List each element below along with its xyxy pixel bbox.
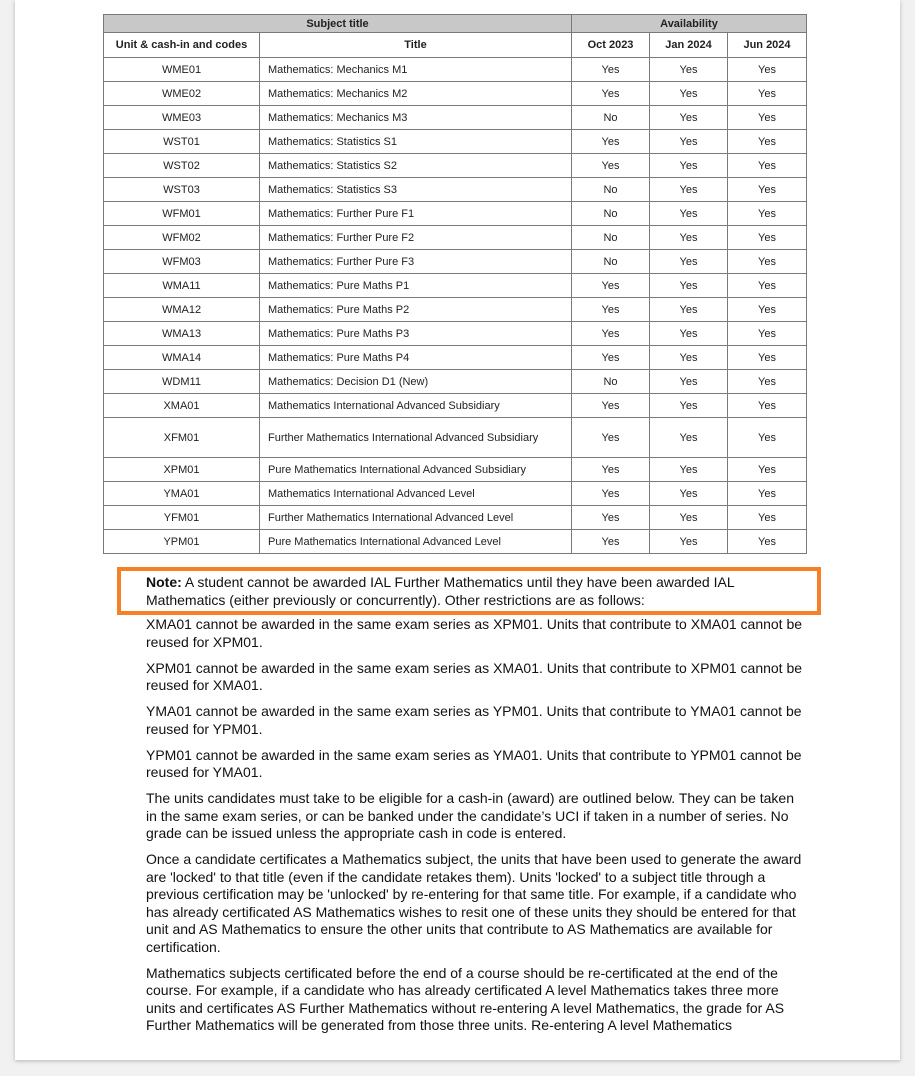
unit-title: Pure Mathematics International Advanced Subsidiary bbox=[260, 458, 572, 482]
unit-code: WST01 bbox=[104, 130, 260, 154]
oct-2023: Yes bbox=[572, 274, 650, 298]
paragraph: XMA01 cannot be awarded in the same exam series as XPM01. Units that contribute to XMA01 cannot be reused for XPM01. bbox=[146, 616, 803, 650]
unit-title: Mathematics: Statistics S3 bbox=[260, 178, 572, 202]
paragraph: YMA01 cannot be awarded in the same exam series as YPM01. Units that contribute to YMA01 cannot be reused for YPM01. bbox=[146, 703, 802, 737]
unit-code: WST02 bbox=[104, 154, 260, 178]
table-row bbox=[104, 82, 807, 106]
jan-2024: Yes bbox=[650, 370, 728, 394]
jan-2024: Yes bbox=[650, 226, 728, 250]
jan-2024: Yes bbox=[650, 346, 728, 370]
oct-2023: Yes bbox=[572, 482, 650, 506]
table-row bbox=[104, 298, 807, 322]
oct-2023: No bbox=[572, 178, 650, 202]
table-row bbox=[104, 506, 807, 530]
table-row bbox=[104, 530, 807, 554]
jan-2024: Yes bbox=[650, 178, 728, 202]
unit-title: Mathematics: Further Pure F2 bbox=[260, 226, 572, 250]
unit-code: WMA12 bbox=[104, 298, 260, 322]
jun-2024: Yes bbox=[728, 394, 807, 418]
oct-2023: Yes bbox=[572, 394, 650, 418]
jan-2024: Yes bbox=[650, 130, 728, 154]
unit-title: Mathematics: Statistics S1 bbox=[260, 130, 572, 154]
unit-title: Further Mathematics International Advanced Subsidiary bbox=[260, 418, 572, 458]
paragraph: Once a candidate certificates a Mathematics subject, the units that have been used to generate the award are 'locked' to that title (even if the candidate retakes them). Units 'locked' to a subject title through a previous certification may be 'unlocked' by re-entering for that same title. For example, if a candidate who has already certificated AS Mathematics wishes to resit one of these units they should be entered for that unit and AS Mathematics to ensure the other units that contribute to AS Mathematics are available for certification. bbox=[146, 851, 802, 955]
unit-code: WFM02 bbox=[104, 226, 260, 250]
table-row bbox=[104, 394, 807, 418]
oct-2023: Yes bbox=[572, 346, 650, 370]
unit-code: YPM01 bbox=[104, 530, 260, 554]
availability-table bbox=[103, 14, 807, 554]
jun-2024: Yes bbox=[728, 130, 807, 154]
unit-code: XPM01 bbox=[104, 458, 260, 482]
unit-title: Mathematics: Further Pure F3 bbox=[260, 250, 572, 274]
unit-title: Mathematics International Advanced Level bbox=[260, 482, 572, 506]
unit-title: Mathematics: Pure Maths P3 bbox=[260, 322, 572, 346]
oct-2023: Yes bbox=[572, 130, 650, 154]
note-label: Note: bbox=[146, 574, 182, 590]
oct-2023: Yes bbox=[572, 530, 650, 554]
unit-title: Mathematics: Statistics S2 bbox=[260, 154, 572, 178]
table-row bbox=[104, 58, 807, 82]
jun-2024: Yes bbox=[728, 506, 807, 530]
table-row bbox=[104, 154, 807, 178]
header-jan-2024: Jan 2024 bbox=[650, 33, 728, 58]
table-row bbox=[104, 482, 807, 506]
jan-2024: Yes bbox=[650, 482, 728, 506]
document-page bbox=[15, 0, 900, 1060]
unit-title: Mathematics: Mechanics M3 bbox=[260, 106, 572, 130]
jun-2024: Yes bbox=[728, 58, 807, 82]
table-row bbox=[104, 322, 807, 346]
unit-code: YFM01 bbox=[104, 506, 260, 530]
unit-code: WMA13 bbox=[104, 322, 260, 346]
body-text bbox=[146, 616, 806, 1043]
oct-2023: No bbox=[572, 370, 650, 394]
unit-code: WDM11 bbox=[104, 370, 260, 394]
table-row bbox=[104, 106, 807, 130]
jan-2024: Yes bbox=[650, 458, 728, 482]
oct-2023: Yes bbox=[572, 58, 650, 82]
jun-2024: Yes bbox=[728, 82, 807, 106]
unit-code: WMA14 bbox=[104, 346, 260, 370]
unit-title: Mathematics International Advanced Subsidiary bbox=[260, 394, 572, 418]
oct-2023: Yes bbox=[572, 82, 650, 106]
table-row bbox=[104, 346, 807, 370]
unit-code: WFM03 bbox=[104, 250, 260, 274]
table-row bbox=[104, 202, 807, 226]
jun-2024: Yes bbox=[728, 418, 807, 458]
jun-2024: Yes bbox=[728, 482, 807, 506]
table-row bbox=[104, 226, 807, 250]
unit-code: WME02 bbox=[104, 82, 260, 106]
jan-2024: Yes bbox=[650, 394, 728, 418]
unit-code: XMA01 bbox=[104, 394, 260, 418]
jan-2024: Yes bbox=[650, 322, 728, 346]
unit-title: Mathematics: Mechanics M2 bbox=[260, 82, 572, 106]
jan-2024: Yes bbox=[650, 298, 728, 322]
unit-code: WME01 bbox=[104, 58, 260, 82]
unit-title: Mathematics: Decision D1 (New) bbox=[260, 370, 572, 394]
unit-code: WST03 bbox=[104, 178, 260, 202]
unit-title: Further Mathematics International Advanced Level bbox=[260, 506, 572, 530]
jun-2024: Yes bbox=[728, 530, 807, 554]
jan-2024: Yes bbox=[650, 106, 728, 130]
jun-2024: Yes bbox=[728, 458, 807, 482]
jun-2024: Yes bbox=[728, 226, 807, 250]
oct-2023: Yes bbox=[572, 458, 650, 482]
table-row bbox=[104, 418, 807, 458]
jun-2024: Yes bbox=[728, 298, 807, 322]
jun-2024: Yes bbox=[728, 250, 807, 274]
header-code: Unit & cash-in and codes bbox=[104, 33, 260, 58]
unit-title: Mathematics: Pure Maths P2 bbox=[260, 298, 572, 322]
jan-2024: Yes bbox=[650, 58, 728, 82]
group-header-availability: Availability bbox=[572, 15, 807, 33]
jun-2024: Yes bbox=[728, 154, 807, 178]
jan-2024: Yes bbox=[650, 274, 728, 298]
jun-2024: Yes bbox=[728, 106, 807, 130]
jan-2024: Yes bbox=[650, 202, 728, 226]
unit-code: XFM01 bbox=[104, 418, 260, 458]
group-header-subject: Subject title bbox=[104, 15, 572, 33]
unit-code: WFM01 bbox=[104, 202, 260, 226]
table-row bbox=[104, 274, 807, 298]
unit-title: Mathematics: Mechanics M1 bbox=[260, 58, 572, 82]
unit-title: Mathematics: Pure Maths P1 bbox=[260, 274, 572, 298]
jun-2024: Yes bbox=[728, 202, 807, 226]
unit-title: Pure Mathematics International Advanced Level bbox=[260, 530, 572, 554]
paragraph: YPM01 cannot be awarded in the same exam series as YMA01. Units that contribute to YPM01 cannot be reused for YMA01. bbox=[146, 746, 802, 780]
oct-2023: No bbox=[572, 106, 650, 130]
unit-code: WMA11 bbox=[104, 274, 260, 298]
jun-2024: Yes bbox=[728, 274, 807, 298]
table-row bbox=[104, 250, 807, 274]
header-jun-2024: Jun 2024 bbox=[728, 33, 807, 58]
oct-2023: No bbox=[572, 202, 650, 226]
oct-2023: Yes bbox=[572, 506, 650, 530]
oct-2023: Yes bbox=[572, 322, 650, 346]
jun-2024: Yes bbox=[728, 322, 807, 346]
jun-2024: Yes bbox=[728, 346, 807, 370]
note-box bbox=[117, 567, 821, 615]
table-row bbox=[104, 370, 807, 394]
unit-code: YMA01 bbox=[104, 482, 260, 506]
header-title: Title bbox=[260, 33, 572, 58]
jun-2024: Yes bbox=[728, 178, 807, 202]
jun-2024: Yes bbox=[728, 370, 807, 394]
unit-title: Mathematics: Further Pure F1 bbox=[260, 202, 572, 226]
jan-2024: Yes bbox=[650, 418, 728, 458]
note-text: A student cannot be awarded IAL Further Mathematics until they have been awarded IAL Mathematics (either previously or concurrently). Other restrictions are as follows: bbox=[146, 574, 735, 608]
jan-2024: Yes bbox=[650, 82, 728, 106]
paragraph: Mathematics subjects certificated before the end of a course should be re-certificated at the end of the course. For example, if a candidate who has already certificated A level Mathematics takes three more units and certificates AS Further Mathematics without re-entering A level Mathematics, the grade for AS Further Mathematics will be generated from those three units. Re-entering A level Mathematics bbox=[146, 964, 785, 1033]
paragraph: XPM01 cannot be awarded in the same exam series as XMA01. Units that contribute to XPM01 cannot be reused for XMA01. bbox=[146, 659, 803, 693]
oct-2023: No bbox=[572, 250, 650, 274]
table-row bbox=[104, 178, 807, 202]
paragraph: The units candidates must take to be eligible for a cash-in (award) are outlined below. They can be taken in the same exam series, or can be banked under the candidate’s UCI if taken in a number of series. No grade can be issued unless the appropriate cash in code is entered. bbox=[146, 790, 795, 841]
table-row bbox=[104, 458, 807, 482]
unit-code: WME03 bbox=[104, 106, 260, 130]
oct-2023: Yes bbox=[572, 418, 650, 458]
jan-2024: Yes bbox=[650, 250, 728, 274]
oct-2023: Yes bbox=[572, 298, 650, 322]
header-oct-2023: Oct 2023 bbox=[572, 33, 650, 58]
jan-2024: Yes bbox=[650, 506, 728, 530]
unit-title: Mathematics: Pure Maths P4 bbox=[260, 346, 572, 370]
table-row bbox=[104, 130, 807, 154]
oct-2023: Yes bbox=[572, 154, 650, 178]
oct-2023: No bbox=[572, 226, 650, 250]
jan-2024: Yes bbox=[650, 530, 728, 554]
jan-2024: Yes bbox=[650, 154, 728, 178]
